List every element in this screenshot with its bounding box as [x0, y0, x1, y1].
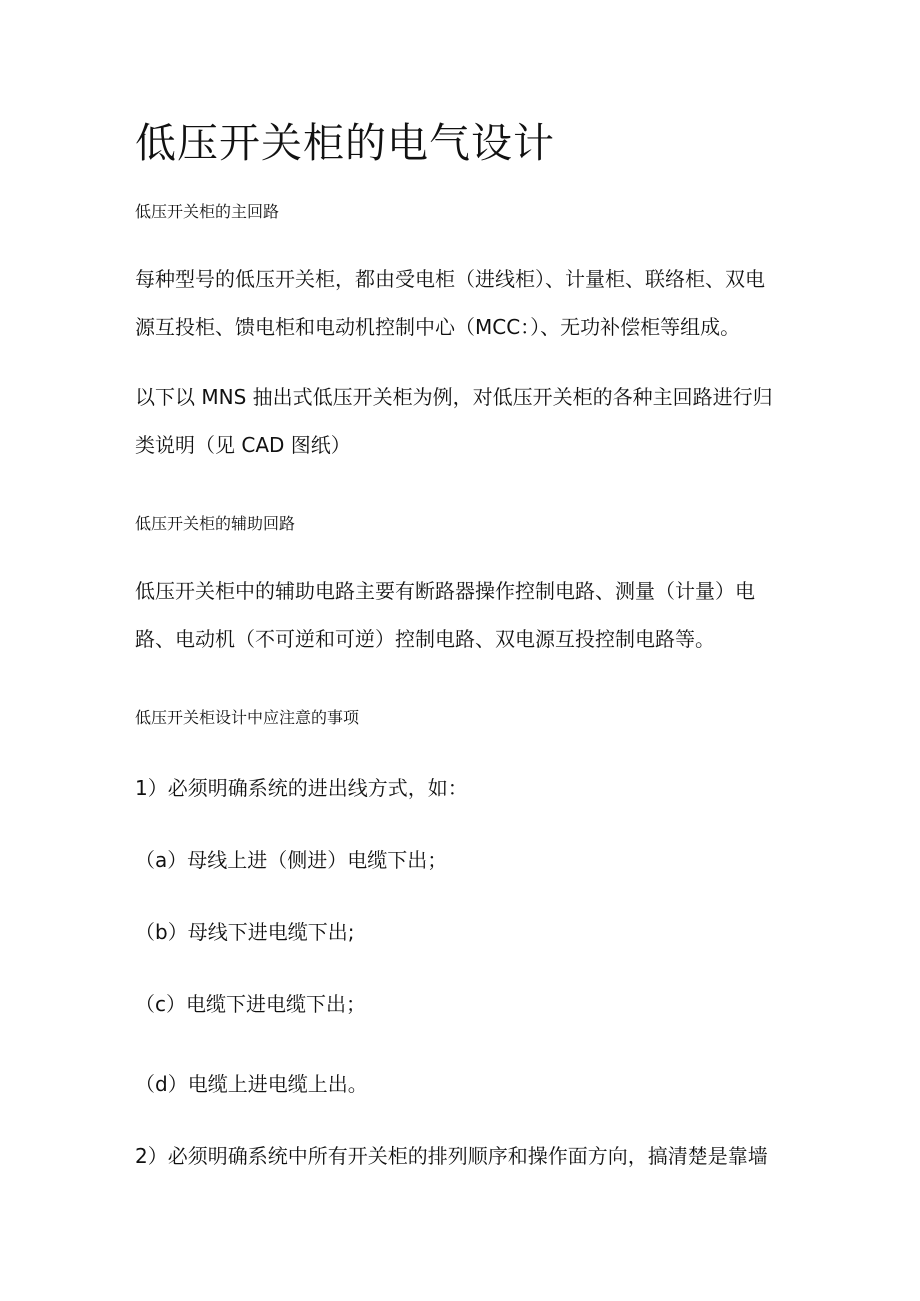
list-item: 1）必须明确系统的进出线方式，如：	[135, 776, 468, 800]
paragraph-line: 路、电动机（不可逆和可逆）控制电路、双电源互投控制电路等。	[135, 627, 715, 651]
paragraph-line: 每种型号的低压开关柜，都由受电柜（进线柜）、计量柜、联络柜、双电	[135, 267, 765, 291]
paragraph-line: 以下以 MNS 抽出式低压开关柜为例，对低压开关柜的各种主回路进行归	[135, 385, 773, 409]
section-heading-design-notes: 低压开关柜设计中应注意的事项	[135, 708, 360, 727]
section-heading-auxiliary-circuit: 低压开关柜的辅助回路	[135, 514, 296, 533]
list-item: （c）电缆下进电缆下出；	[135, 992, 366, 1016]
paragraph-line: 类说明（见 CAD 图纸）	[135, 433, 351, 457]
paragraph-line: 源互投柜、馈电柜和电动机控制中心（MCC：）、无功补偿柜等组成。	[135, 315, 741, 339]
document-title: 低压开关柜的电气设计	[135, 119, 555, 167]
section-heading-main-circuit: 低压开关柜的主回路	[135, 202, 280, 221]
list-item: 2）必须明确系统中所有开关柜的排列顺序和操作面方向，搞清楚是靠墙	[135, 1144, 768, 1168]
list-item: （a）母线上进（侧进）电缆下出；	[135, 848, 448, 872]
paragraph-line: 低压开关柜中的辅助电路主要有断路器操作控制电路、测量（计量）电	[135, 579, 755, 603]
list-item: （b）母线下进电缆下出;	[135, 920, 355, 944]
list-item: （d）电缆上进电缆上出。	[135, 1072, 368, 1096]
